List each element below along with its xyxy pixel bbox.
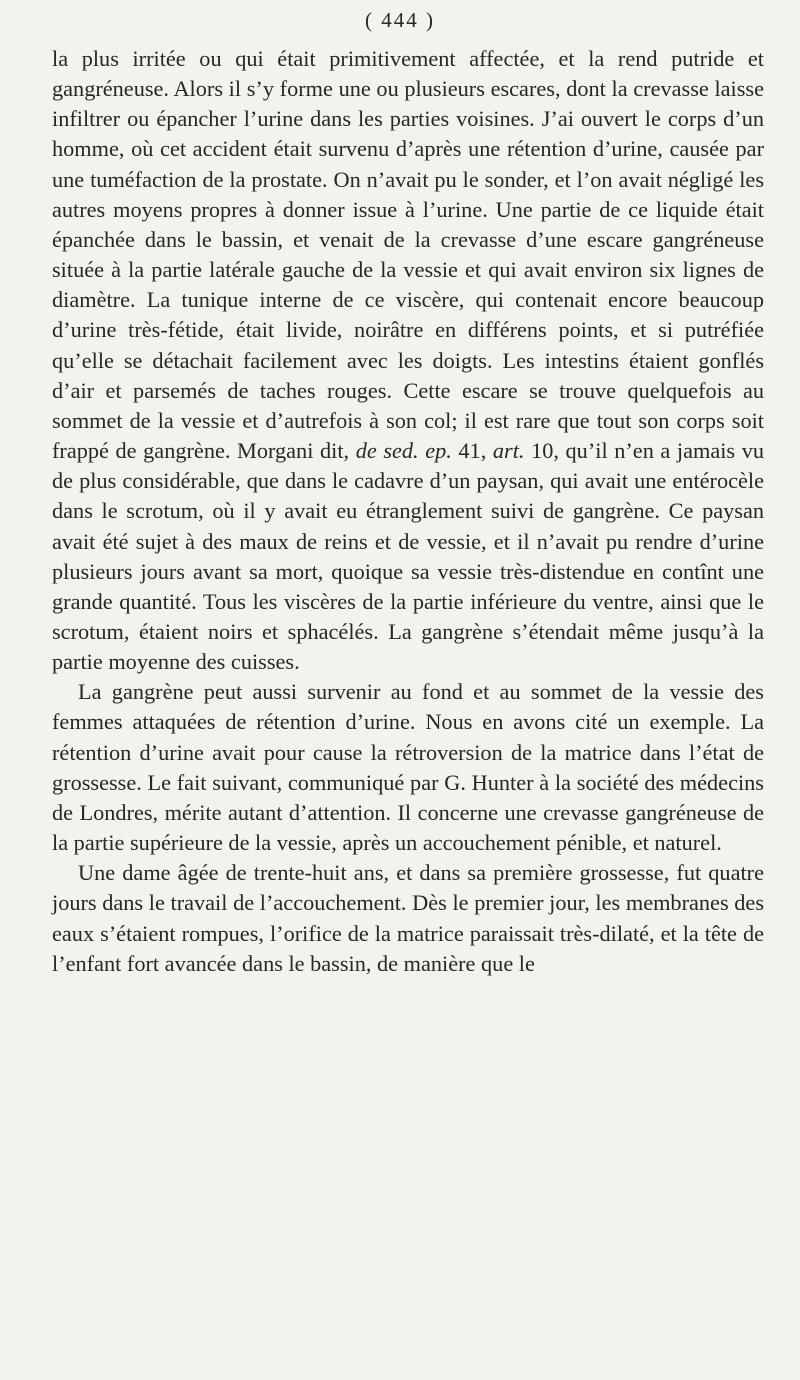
paragraph-1	[52, 44, 764, 677]
paragraph-2: La gangrène peut aussi survenir au fond et au sommet de la vessie des femmes attaquées de rétention d’urine. Nous en avons cité un exemple. La rétention d’urine avait pour cause la rétroversion de la matrice dans l’état de grossesse. Le fait suivant, communiqué par G. Hunter à la société des médecins de Londres, mérite autant d’attention. Il concerne une crevasse gangréneuse de la partie supérieure de la vessie, après un accouchement pénible, et naturel.	[52, 679, 764, 856]
paragraph-1-text-start: la plus irritée ou qui était primitivement affectée, et la rend putride et gangréneuse. Alors il s’y forme une ou plusieurs escares, dont la crevasse laisse infiltrer ou épancher l’urine dans les parties voisines. J’ai ouvert le corps d’un homme, où cet accident était survenu d’après une rétention d’urine, causée par une tuméfaction de la prostate. On n’avait pu le sonder, et l’on avait négligé les autres moyens propres à donner issue à l’urine. Une partie de ce liquide était épanchée dans le bassin, et venait de la crevasse d’une escare gangréneuse située à la partie latérale gauche de la vessie et qui avait environ six lignes de diamètre. La tunique interne de ce viscère, qui contenait encore beaucoup d’urine très-fétide, était livide, noirâtre en différens points, et si putréfiée qu’elle se détachait facilement avec les doigts. Les intestins étaient gonflés d’air et parsemés de taches rouges. Cette escare se trouve quelquefois au sommet de la vessie et d’autrefois à son col; il est rare que tout son corps soit frappé de gangrène. Morgani dit,	[52, 46, 764, 464]
citation-title: de sed. ep.	[355, 438, 452, 464]
paragraph-1-text-end: 10, qu’il n’en a jamais vu de plus considérable, que dans le cadavre d’un paysan, qui avait une entérocèle dans le scrotum, où il y avait eu étranglement suivi de gangrène. Ce paysan avait été sujet à des maux de reins et de vessie, et il n’avait pu rendre d’urine plusieurs jours avant sa mort, quoique sa vessie très-distendue en contînt une grande quantité. Tous les viscères de la partie inférieure du ventre, ainsi que le scrotum, étaient noirs et sphacélés. La gangrène s’étendait même jusqu’à la partie moyenne des cuisses.	[52, 438, 764, 675]
citation-epistle: 41,	[451, 438, 493, 464]
citation-article-label: art.	[492, 438, 525, 464]
page-number: ( 444 )	[365, 8, 435, 32]
paragraph-3: Une dame âgée de trente-huit ans, et dans sa première grossesse, fut quatre jours dans le travail de l’accouchement. Dès le premier jour, les membranes des eaux s’étaient rompues, l’orifice de la matrice paraissait très-dilaté, et la tête de l’enfant fort avancée dans le bassin, de manière que le	[52, 860, 764, 976]
body-text	[52, 44, 764, 979]
